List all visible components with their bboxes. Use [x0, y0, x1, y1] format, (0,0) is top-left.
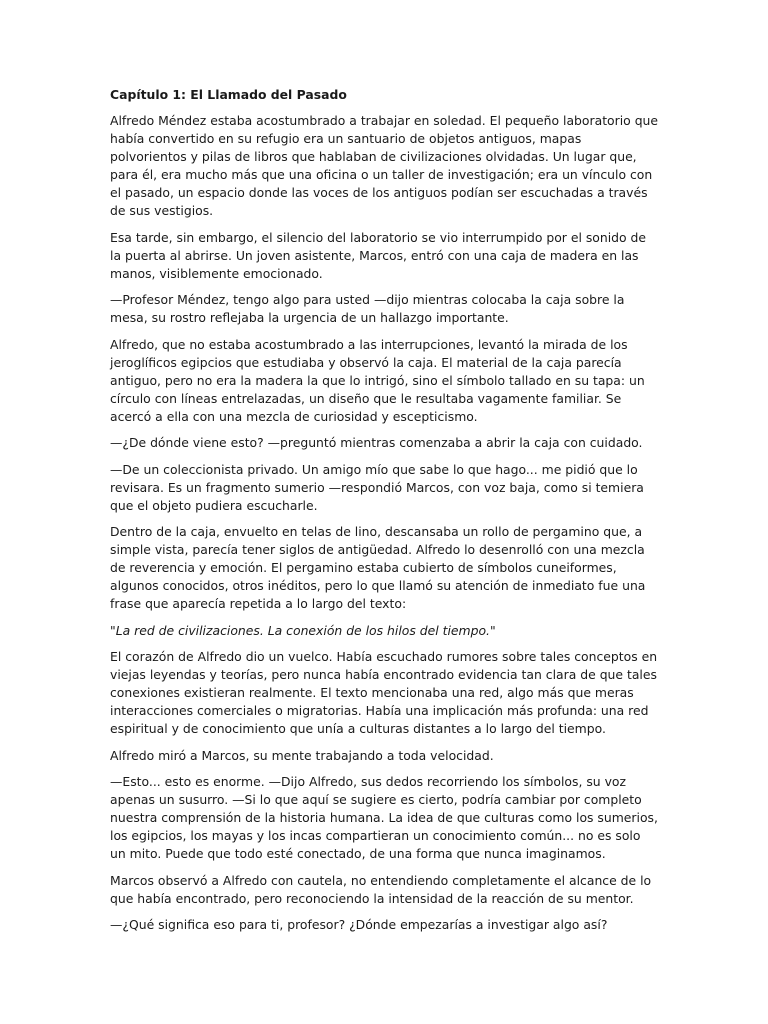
paragraph: Esa tarde, sin embargo, el silencio del laboratorio se vio interrumpido por el sonido de la puerta al abrirse. Un joven asistente, Marcos, entró con una caja de madera en las manos, visiblemente emocionado.: [110, 229, 647, 281]
paragraph: —Esto... esto es enorme. —Dijo Alfredo, sus dedos recorriendo los símbolos, su voz apenas un susurro. —Si lo que aquí se sugiere es cierto, podría cambiar por completo nuestra comprensión de la historia humana. La idea de que culturas como los sumerios, los egipcios, los mayas y los incas compartieran un conocimiento común... no es solo un mito. Puede que todo esté conectado, de una forma que nunca imaginamos.: [110, 774, 658, 861]
paragraph: Alfredo miró a Marcos, su mente trabajando a toda velocidad.: [110, 747, 494, 763]
paragraph: Dentro de la caja, envuelto en telas de lino, descansaba un rollo de pergamino que, a simple vista, parecía tener siglos de antigüedad. Alfredo lo desenrolló con una mezcla de reverencia y emoción. El pergamino estaba cubierto de símbolos cuneiformes, algunos conocidos, otros inéditos, pero lo que llamó su atención de inmediato fue una frase que aparecía repetida a lo largo del texto:: [110, 524, 646, 611]
paragraph: —¿De dónde viene esto? —preguntó mientras comenzaba a abrir la caja con cuidado.: [110, 435, 643, 450]
chapter-title: Capítulo 1: El Llamado del Pasado: [110, 87, 347, 102]
paragraph: —Profesor Méndez, tengo algo para usted —dijo mientras colocaba la caja sobre la mesa, su rostro reflejaba la urgencia de un hallazgo importante.: [110, 292, 625, 325]
paragraph: Marcos observó a Alfredo con cautela, no entendiendo completamente el alcance de lo que había encontrado, pero reconociendo la intensidad de la reacción de su mentor.: [110, 872, 652, 906]
paragraph: —¿Qué significa eso para ti, profesor? ¿Dónde empezarías a investigar algo así?: [110, 917, 608, 932]
paragraph: —De un coleccionista privado. Un amigo mío que sabe lo que hago... me pidió que lo revisara. Es un fragmento sumerio —respondió Marcos, con voz baja, como si temiera que el objeto pudiera escucharle.: [110, 461, 644, 513]
quoted-phrase: "La red de civilizaciones. La conexión de los hilos del tiempo.": [110, 622, 496, 638]
paragraph: Alfredo Méndez estaba acostumbrado a trabajar en soledad. El pequeño laboratorio que había convertido en su refugio era un santuario de objetos antiguos, mapas polvorientos y pilas de libros que hablaban de civilizaciones olvidadas. Un lugar que, para él, era mucho más que una oficina o un taller de investigación; era un vínculo con el pasado, un espacio donde las voces de los antiguos podían ser escuchadas a través de sus vestigios.: [110, 113, 659, 218]
document-page: [110, 86, 660, 943]
paragraph: Alfredo, que no estaba acostumbrado a las interrupciones, levantó la mirada de los jeroglíficos egipcios que estudiaba y observó la caja. El material de la caja parecía antiguo, pero no era la madera la que lo intrigó, sino el símbolo tallado en su tapa: un círculo con líneas entrelazadas, un diseño que le resultaba vagamente familiar. Se acercó a ella con una mezcla de curiosidad y escepticismo.: [110, 336, 645, 424]
paragraph: El corazón de Alfredo dio un vuelco. Había escuchado rumores sobre tales conceptos en viejas leyendas y teorías, pero nunca había encontrado evidencia tan clara de que tales conexiones existieran realmente. El texto mencionaba una red, algo más que meras interacciones comerciales o migratorias. Había una implicación más profunda: una red espiritual y de conocimiento que unía a culturas distantes a lo largo del tiempo.: [110, 649, 658, 736]
